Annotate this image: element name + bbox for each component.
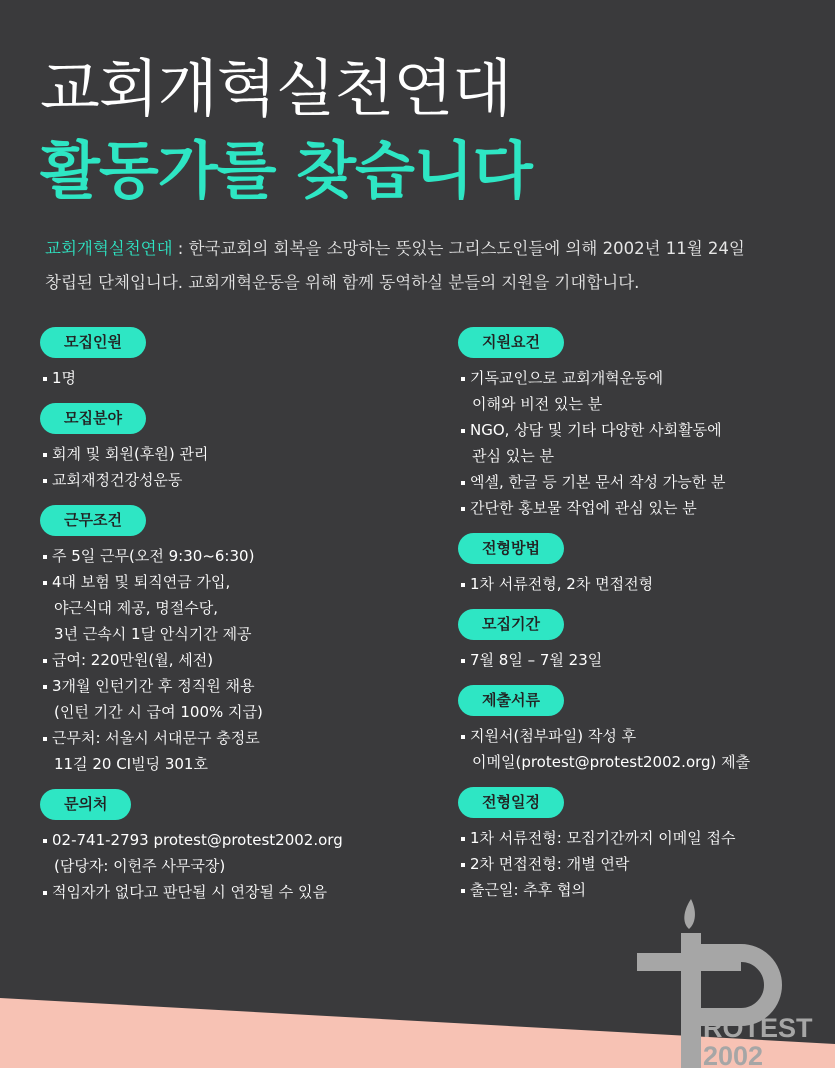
- intro-org-name: 교회개혁실천연대: [45, 239, 173, 258]
- list-item: 회계 및 회원(후원) 관리: [40, 441, 420, 467]
- logo-word: ROTEST: [703, 1013, 813, 1043]
- left-column: [40, 323, 420, 913]
- item-list: [40, 365, 420, 391]
- list-item: 3개월 인턴기간 후 정직원 채용: [40, 673, 420, 699]
- list-item: 근무처: 서울시 서대문구 충정로: [40, 725, 420, 751]
- section-badge: 모집인원: [40, 327, 146, 358]
- intro-paragraph: [45, 232, 825, 300]
- list-item: 7월 8일 – 7월 23일: [458, 647, 828, 673]
- list-item-continued: (인턴 기간 시 급여 100% 지급): [54, 703, 263, 721]
- list-item-continued: (담당자: 이헌주 사무국장): [54, 857, 226, 875]
- section-badge: 모집기간: [458, 609, 564, 640]
- list-item: 4대 보험 및 퇴직연금 가입,: [40, 569, 420, 595]
- section-documents: [458, 681, 828, 775]
- section-work-conditions: [40, 501, 420, 777]
- item-list: [458, 365, 828, 521]
- item-list: [40, 827, 420, 905]
- item-list: [458, 723, 828, 775]
- section-badge: 지원요건: [458, 327, 564, 358]
- list-item: 주 5일 근무(오전 9:30~6:30): [40, 543, 420, 569]
- list-item: 1차 서류전형, 2차 면접전형: [458, 571, 828, 597]
- list-item: 급여: 220만원(월, 세전): [40, 647, 420, 673]
- list-item: 02-741-2793 protest@protest2002.org: [40, 827, 420, 853]
- section-recruit-period: [458, 605, 828, 673]
- section-recruit-count: [40, 323, 420, 391]
- section-badge: 문의처: [40, 789, 131, 820]
- list-item: 1차 서류전형: 모집기간까지 이메일 접수: [458, 825, 828, 851]
- item-list: [40, 543, 420, 777]
- section-selection-method: [458, 529, 828, 597]
- section-badge: 전형방법: [458, 533, 564, 564]
- section-schedule: [458, 783, 828, 903]
- list-item: 1명: [40, 365, 420, 391]
- section-recruit-field: [40, 399, 420, 493]
- section-badge: 전형일정: [458, 787, 564, 818]
- list-item: 기독교인으로 교회개혁운동에: [458, 365, 828, 391]
- item-list: [458, 647, 828, 673]
- list-item: NGO, 상담 및 기타 다양한 사회활동에: [458, 417, 828, 443]
- section-badge: 근무조건: [40, 505, 146, 536]
- section-requirements: [458, 323, 828, 521]
- list-item-continued: 이메일(protest@protest2002.org) 제출: [472, 753, 751, 771]
- poster-title-headline: 활동가를 찾습니다: [40, 134, 532, 207]
- poster-title-org: 교회개혁실천연대: [40, 52, 512, 125]
- list-item-continued: 관심 있는 분: [472, 447, 554, 465]
- intro-line1: : 한국교회의 회복을 소망하는 뜻있는 그리스도인들에 의해 2002년 11월 24일: [172, 239, 745, 258]
- flame-icon: [684, 899, 695, 929]
- list-item: 출근일: 추후 협의: [458, 877, 828, 903]
- list-item: 지원서(첨부파일) 작성 후: [458, 723, 828, 749]
- item-list: [458, 825, 828, 903]
- list-item-continued: 11길 20 CI빌딩 301호: [54, 755, 208, 773]
- protest2002-logo: [633, 895, 828, 1068]
- section-contact: [40, 785, 420, 905]
- list-item-continued: 야근식대 제공, 명절수당,: [54, 599, 218, 617]
- intro-line2: 창립된 단체입니다. 교회개혁운동을 위해 함께 동역하실 분들의 지원을 기대합니다.: [45, 273, 640, 292]
- list-item: 간단한 홍보물 작업에 관심 있는 분: [458, 495, 828, 521]
- list-item: 적임자가 없다고 판단될 시 연장될 수 있음: [40, 879, 420, 905]
- list-item: 2차 면접전형: 개별 연락: [458, 851, 828, 877]
- list-item-continued: 3년 근속시 1달 안식기간 제공: [54, 625, 252, 643]
- section-badge: 모집분야: [40, 403, 146, 434]
- list-item: 교회재정건강성운동: [40, 467, 420, 493]
- logo-year: 2002: [703, 1041, 764, 1068]
- list-item-continued: 이해와 비전 있는 분: [472, 395, 603, 413]
- item-list: [458, 571, 828, 597]
- section-badge: 제출서류: [458, 685, 564, 716]
- right-column: [458, 323, 828, 911]
- list-item: 엑셀, 한글 등 기본 문서 작성 가능한 분: [458, 469, 828, 495]
- item-list: [40, 441, 420, 493]
